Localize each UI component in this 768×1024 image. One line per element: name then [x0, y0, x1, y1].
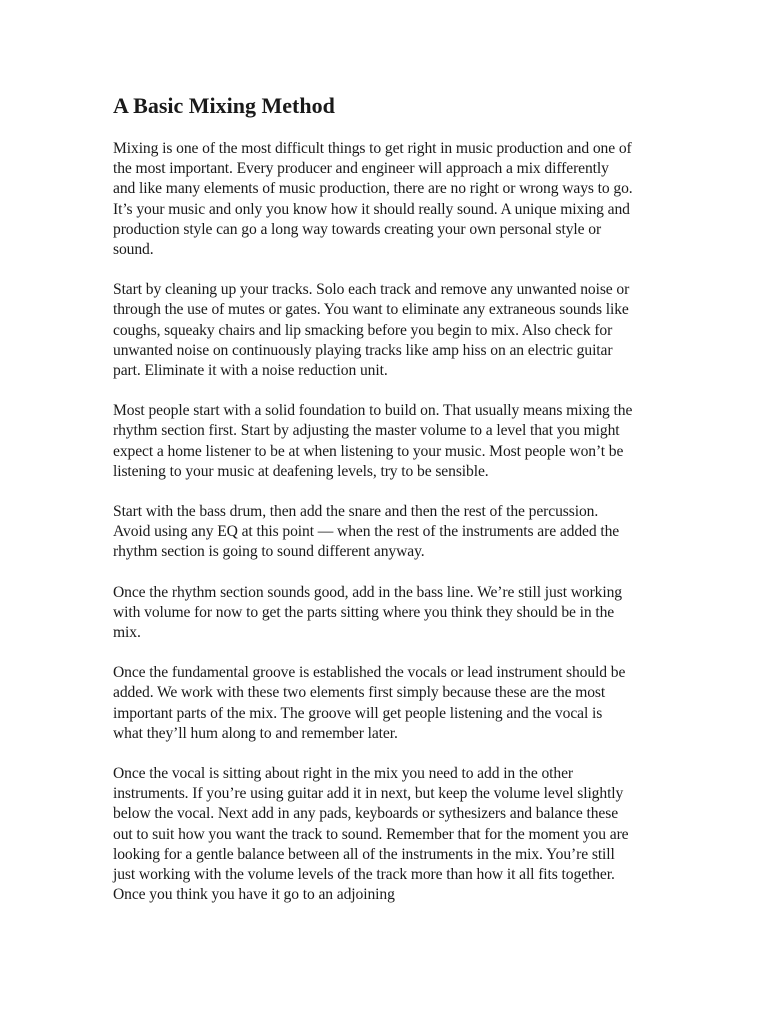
paragraph-bass-drum: Start with the bass drum, then add the snare and then the rest of the percussion. Avoid using any EQ at this point — when the rest of the instruments are added the rhythm section is going to sound different anyway.: [113, 503, 620, 561]
paragraph-other-instruments: Once the vocal is sitting about right in the mix you need to add in the other instruments. If you’re using guitar add it in next, but keep the volume level slightly below the vocal. Next add in any pads, keyboards or sythesizers and balance these out to suit how you want the track to sound. Remember that for the moment you are looking for a gentle balance between all of the instruments in the mix. You’re still just working with the volume levels of the track more than how it all fits together. Once you think you have it go to an adjoining: [113, 765, 629, 904]
paragraph-foundation: Most people start with a solid foundation to build on. That usually means mixing the rhythm section first. Start by adjusting the master volume to a level that you might expect a home listener to be at when listening to your music. Most people won’t be listening to your music at deafening levels, try to be sensible.: [113, 402, 633, 480]
paragraph-bass-line: Once the rhythm section sounds good, add in the bass line. We’re still just working with volume for now to get the parts sitting where you think they should be in the mix.: [113, 583, 623, 642]
paragraph-clean-tracks: Start by cleaning up your tracks. Solo each track and remove any unwanted noise or through the use of mutes or gates. You want to eliminate any extraneous sounds like coughs, squeaky chairs and lip smacking before you begin to mix. Also check for unwanted noise on continuously playing tracks like amp hiss on an electric guitar part. Eliminate it with a noise reduction unit.: [113, 281, 630, 380]
document-title: A Basic Mixing Method: [113, 93, 335, 118]
document-body: [113, 92, 633, 926]
paragraph-intro: Mixing is one of the most difficult things to get right in music production and one of the most important. Every producer and engineer will approach a mix differently and like many elements of music production, there are no right or wrong ways to go. It’s your music and only you know how it should really sound. A unique mixing and production style can go a long way towards creating your own personal style or sound.: [113, 140, 633, 259]
paragraph-groove-vocals: Once the fundamental groove is established the vocals or lead instrument should be added. We work with these two elements first simply because these are the most important parts of the mix. The groove will get people listening and the vocal is what they’ll hum along to and remember later.: [113, 664, 626, 742]
